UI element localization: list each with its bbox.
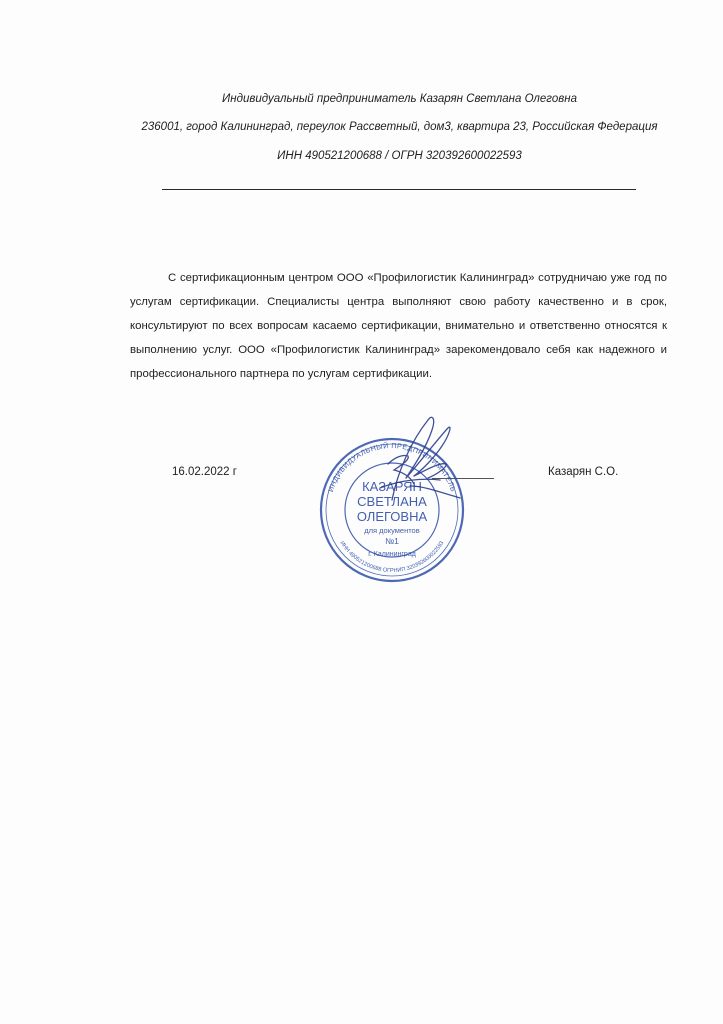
stamp-ring-top: ИНДИВИДУАЛЬНЫЙ ПРЕДПРИНИМАТЕЛЬ xyxy=(325,440,459,494)
signer-name: Казарян С.О. xyxy=(548,466,619,478)
header-entrepreneur-name: Индивидуальный предприниматель Казарян Светлана Олеговна xyxy=(222,93,577,105)
stamp-purpose: для документов xyxy=(364,526,420,535)
stamp-name-line2: СВЕТЛАНА xyxy=(357,494,427,509)
letter-date: 16.02.2022 г xyxy=(172,466,237,478)
seal-stamp xyxy=(310,400,475,585)
stamp-name-line3: ОЛЕГОВНА xyxy=(356,509,428,524)
stamp-ring-bottom: ИНН 490521200688 ОГРНИП 320392600022593 xyxy=(338,540,446,575)
header-address: 236001, город Калининград, переулок Рассветный, дом3, квартира 23, Российская Федерация xyxy=(141,121,658,133)
header-divider xyxy=(162,189,636,190)
header-inn-ogrn: ИНН 490521200688 / ОГРН 320392600022593 xyxy=(277,150,522,162)
stamp-name-line1: КАЗАРЯН xyxy=(362,479,422,494)
body-paragraph: С сертификационным центром ООО «Профилогистик Калининград» сотрудничаю уже год по услугам сертификации. Специалисты центра выполняют свою работу качественно и в срок, консультируют по всех вопросам касаемо сертификации, внимательно и ответственно относятся к выполнению услуг. ООО «Профилогистик Калининград» зарекомендовало себя как надежного и профессионального партнера по услугам сертификации. xyxy=(130,272,667,380)
stamp-number: №1 xyxy=(385,536,399,546)
letter-body xyxy=(130,266,667,386)
stamp-city: г. Калининград xyxy=(368,551,416,558)
